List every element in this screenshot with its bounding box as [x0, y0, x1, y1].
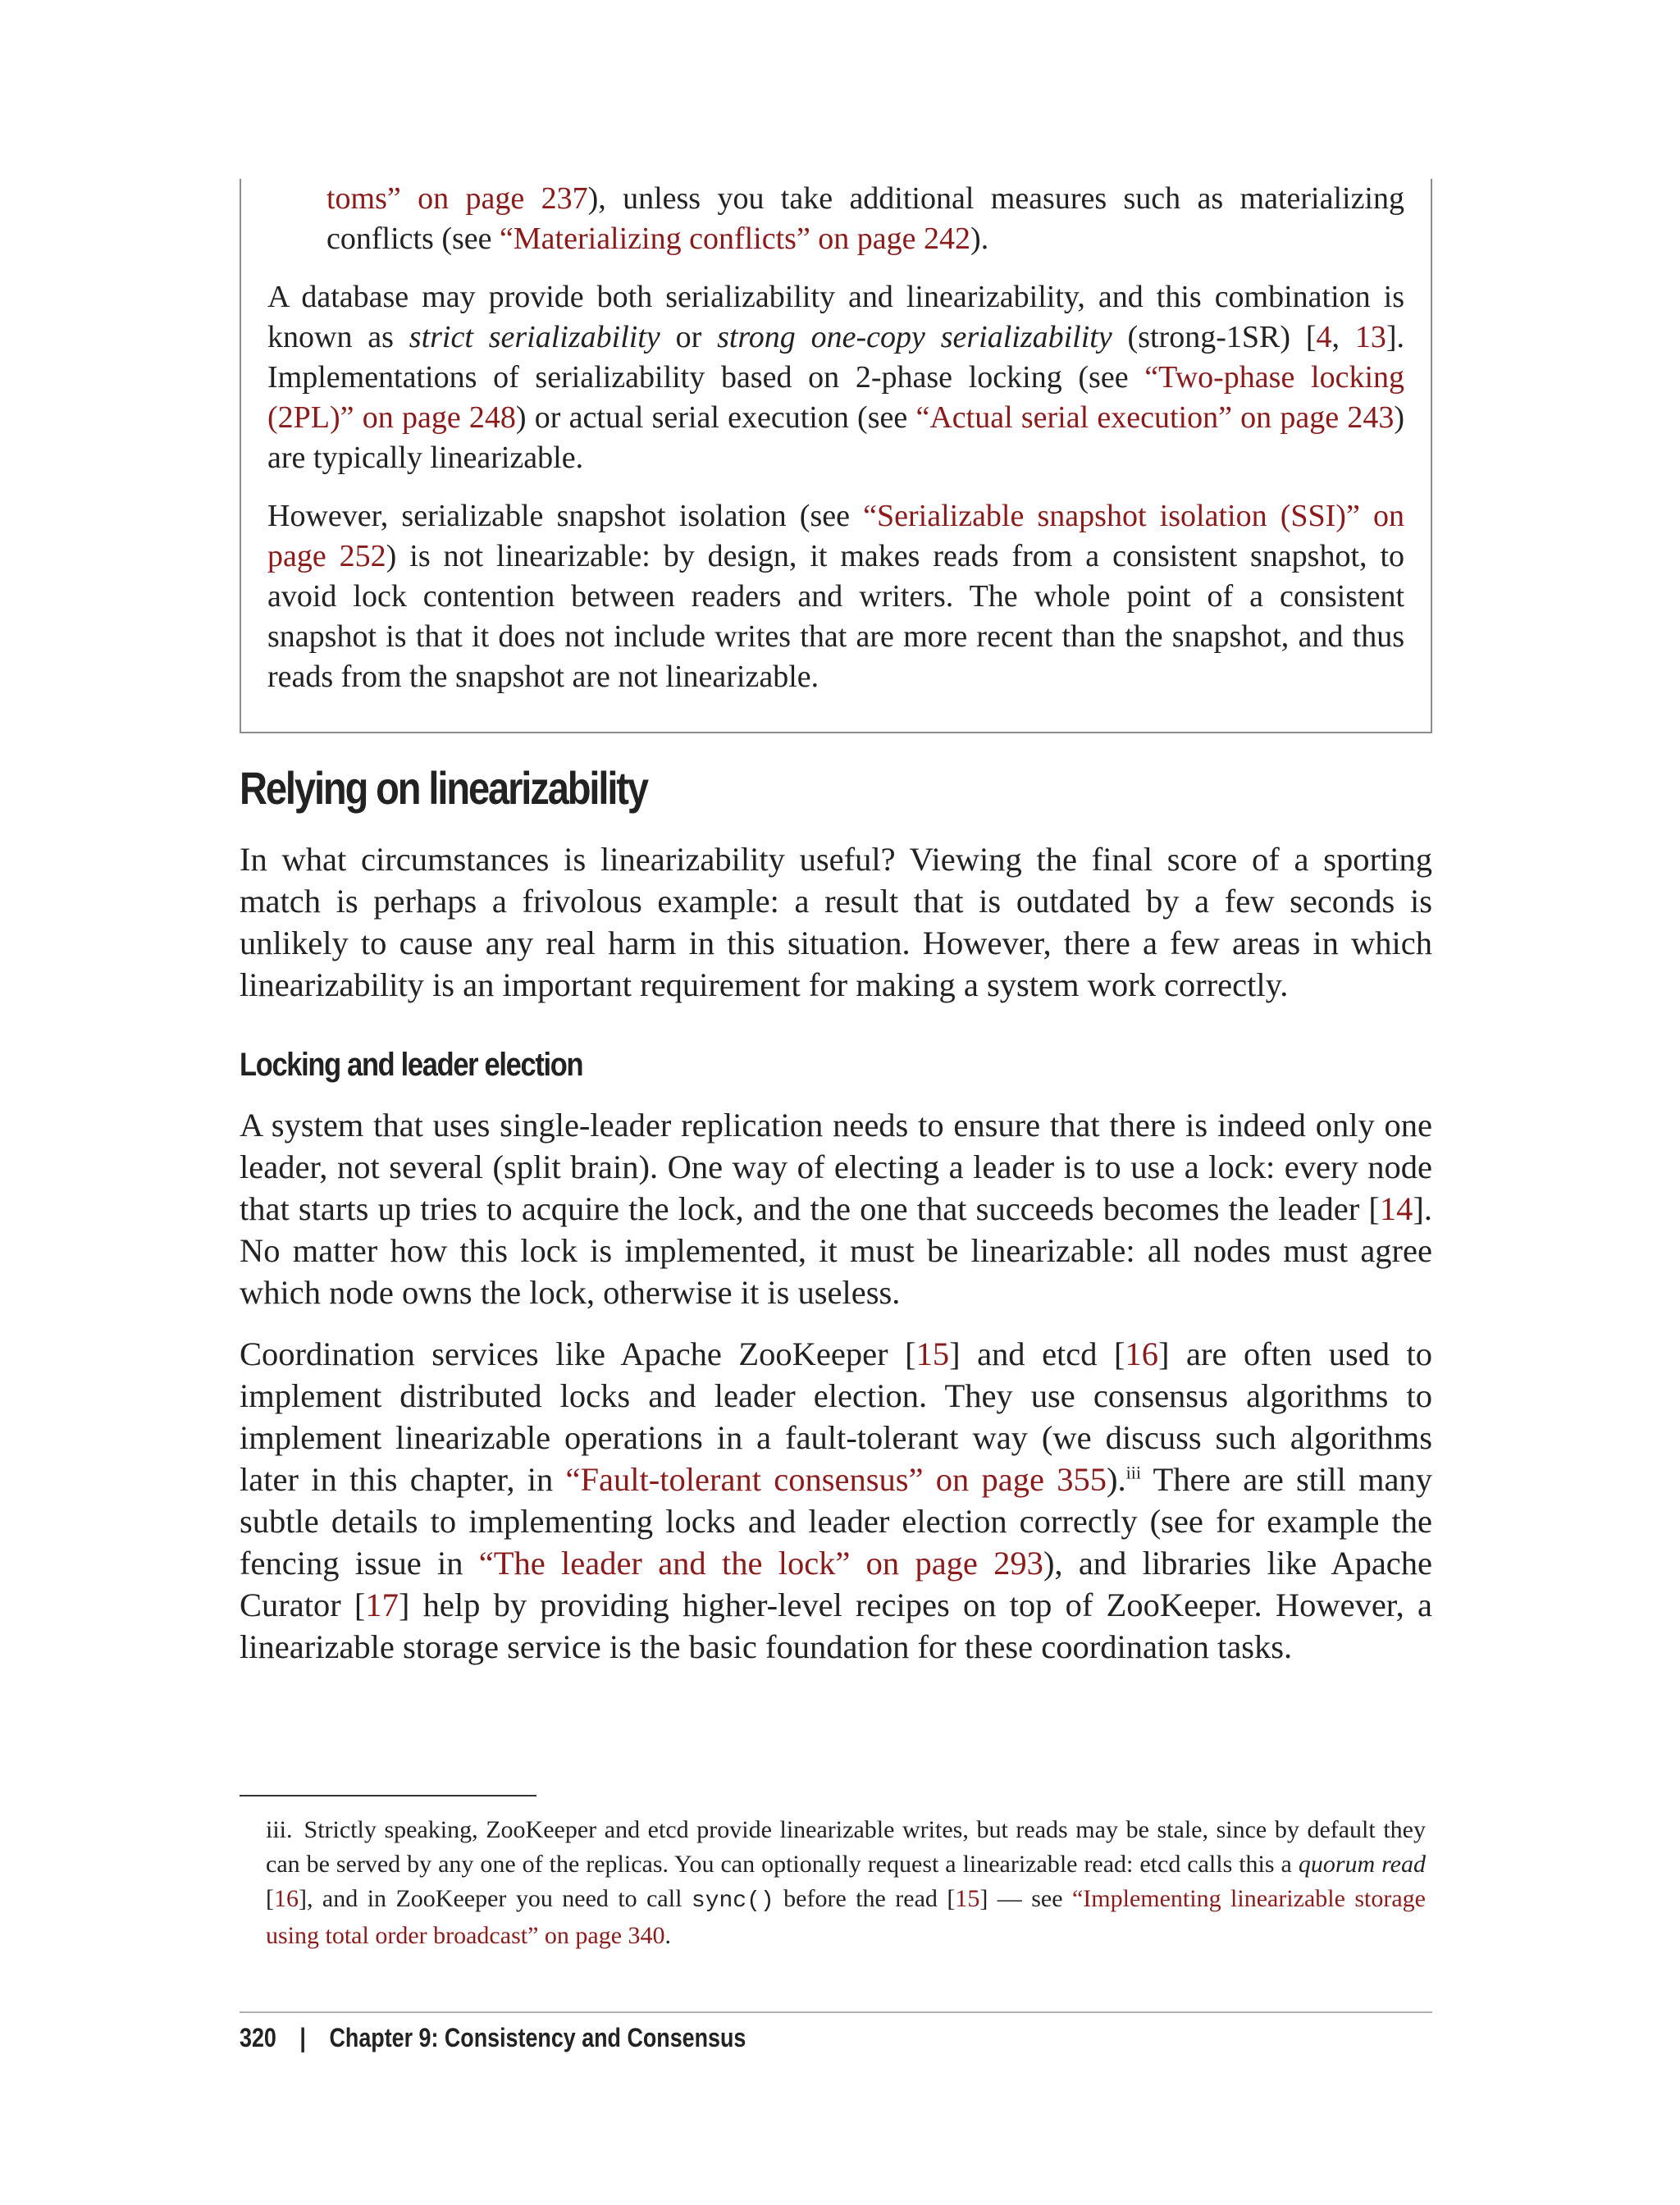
citation-16[interactable]: 16 [1125, 1335, 1159, 1372]
footnote-ref-iii[interactable]: iii [1125, 1462, 1141, 1483]
citation-4[interactable]: 4 [1316, 320, 1332, 354]
text: ) or actual serial execution (see [515, 400, 916, 435]
code-sync: sync() [691, 1888, 774, 1914]
citation-13[interactable]: 13 [1354, 320, 1386, 354]
citation-17[interactable]: 17 [365, 1586, 399, 1623]
text: ] — see [979, 1885, 1072, 1912]
section-paragraph-intro: In what circumstances is linearizability useful? Viewing the final score of a sporting match is perhaps a frivolous example: a result that is outdated by a few seconds is unlikely to cause any real harm in this situation. However, there a few areas in which linearizability is an important requirement for making a system work correctly. [240, 841, 1432, 1003]
term-quorum-read: quorum read [1298, 1851, 1426, 1878]
page-number: 320 [240, 2023, 276, 2052]
term-strong-one-copy: strong one-copy serializability [717, 320, 1112, 354]
text: or [660, 320, 718, 354]
text: ]. No matter how this lock is implemented, it must be linearizable: all nodes must agree which node owns the lock, otherwise it is useless. [240, 1190, 1432, 1311]
citation-15[interactable]: 15 [915, 1335, 950, 1372]
text: Coordination services like Apache ZooKeeper [ [240, 1335, 916, 1372]
text: ]. Implementations of serializability based on 2-phase locking (see [267, 320, 1404, 395]
text: , [1331, 320, 1355, 354]
text: ] and etcd [ [949, 1335, 1125, 1372]
text: However, serializable snapshot isolation (see [267, 499, 864, 533]
chapter-title: Chapter 9: Consistency and Consensus [329, 2023, 746, 2052]
xref-ssi[interactable]: “Serializable snapshot isolation (SSI)” on page 252 [267, 499, 1404, 573]
text: There are still many subtle details to implementing locks and leader election correctly (see for example the fencing issue in [240, 1461, 1432, 1582]
text: ), unless you take additional measures such as materializing conflicts (see [326, 181, 1404, 256]
text: ] are often used to implement distributed locks and leader election. They use consensus algorithms to implement linearizable operations in a fault-tolerant way (we discuss such algorithms later in this chapter, in [240, 1335, 1432, 1498]
term-strict-serializability: strict serializability [409, 320, 660, 354]
page-footer [240, 2023, 746, 2053]
footnote-citation-15[interactable]: 15 [955, 1885, 980, 1912]
text: ), and libraries like Apache Curator [ [240, 1545, 1432, 1623]
text: . [664, 1922, 672, 1949]
text: ). [1107, 1461, 1126, 1498]
text: (strong-1SR) [ [1112, 320, 1317, 354]
sidebar-paragraph-strict-serializability [267, 277, 1404, 478]
sidebar-paragraph-continued [267, 179, 1404, 259]
xref-materializing-conflicts[interactable]: “Materializing conflicts” on page 242 [500, 221, 971, 256]
xref-leader-and-lock[interactable]: “The leader and the lock” on page 293 [478, 1545, 1043, 1582]
section-heading: Relying on linearizability [240, 762, 647, 814]
footnote-divider [240, 1795, 536, 1796]
text: ) is not linearizable: by design, it makes reads from a consistent snapshot, to avoid lock contention between readers and writers. The whole point of a consistent snapshot is that it does not include writes that are more recent than the snapshot, and thus reads from the snapshot are not linearizable. [267, 539, 1404, 694]
xref-total-order-broadcast[interactable]: “Implementing linearizable storage using total order broadcast” on page 340 [266, 1885, 1427, 1949]
xref-two-phase-locking[interactable]: “Two-phase locking (2PL)” on page 248 [267, 360, 1405, 435]
text: ) are typically linearizable. [267, 400, 1404, 475]
sidebar-content [267, 179, 1404, 697]
citation-14[interactable]: 14 [1379, 1190, 1413, 1227]
sidebar-paragraph-ssi [267, 496, 1404, 697]
footnote-iii [266, 1813, 1426, 1953]
xref-phantoms[interactable]: toms” on page 237 [326, 181, 588, 216]
text: A system that uses single-leader replication needs to ensure that there is indeed only one leader, not several (split brain). One way of electing a leader is to use a lock: every node that starts up tries to acquire the lock, and the one that succeeds becomes the leader [ [240, 1107, 1432, 1227]
paragraph-coordination-services [240, 1333, 1432, 1668]
paragraph-single-leader [240, 1104, 1432, 1313]
text: ], and in ZooKeeper you need to call [299, 1885, 692, 1912]
text: A database may provide both serializability and linearizability, and this combination is known as [267, 280, 1404, 354]
footnote-marker: iii. [266, 1816, 293, 1843]
sidebar-box [240, 179, 1432, 733]
subsection-heading: Locking and leader election [240, 1047, 583, 1083]
xref-actual-serial-execution[interactable]: “Actual serial execution” on page 243 [915, 400, 1395, 435]
text: ] help by providing higher-level recipes on top of ZooKeeper. However, a linearizable storage service is the basic foundation for these coordination tasks. [240, 1586, 1432, 1665]
text: [ [266, 1885, 274, 1912]
footer-separator: | [299, 2023, 306, 2052]
text: before the read [ [774, 1885, 956, 1912]
text: Strictly speaking, ZooKeeper and etcd provide linearizable writes, but reads may be stale, since by default they can be served by any one of the replicas. You can optionally request a linearizable read: etcd calls this a [266, 1816, 1426, 1878]
text: ). [970, 221, 989, 256]
footnote-citation-16[interactable]: 16 [274, 1885, 299, 1912]
footer-divider [240, 2011, 1432, 2013]
xref-fault-tolerant-consensus[interactable]: “Fault-tolerant consensus” on page 355 [565, 1461, 1107, 1498]
